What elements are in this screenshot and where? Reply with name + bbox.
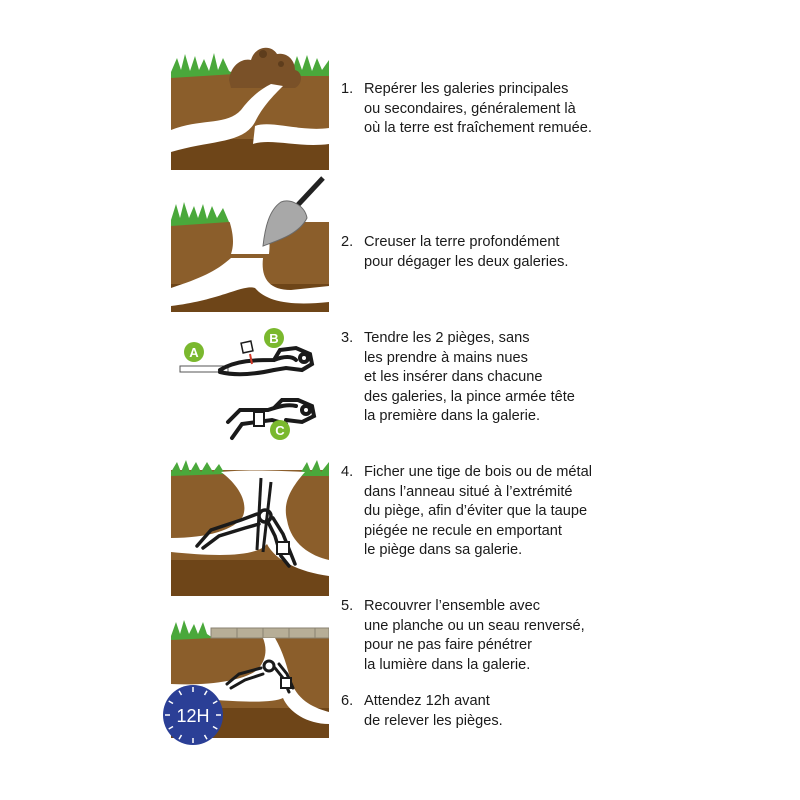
plank-icon xyxy=(211,628,329,638)
step-text: Tendre les 2 pièges, sans les prendre à mains nues et les insérer dans chacune des galeries, la pince armée tête la première dans la galerie. xyxy=(364,330,575,424)
step-text: Attendez 12h avant de relever les pièges. xyxy=(364,693,503,729)
marker-b xyxy=(264,328,284,348)
step-number: 1. xyxy=(341,81,354,97)
dirt-mound-icon xyxy=(229,48,301,88)
step-text: Creuser la terre profondément pour dégager les deux galeries. xyxy=(364,234,569,270)
step-number: 4. xyxy=(341,464,354,480)
marker-c xyxy=(270,420,290,440)
illustration-step-2 xyxy=(171,176,329,312)
step-text: Ficher une tige de bois ou de métal dans l’anneau situé à l’extrémité du piège, afin d’éviter que la taupe piégée ne recule en emportant le piège dans sa galerie. xyxy=(364,464,592,558)
step-number: 3. xyxy=(341,330,354,346)
marker-a xyxy=(184,342,204,362)
step-number: 6. xyxy=(341,693,354,709)
clock-icon xyxy=(162,684,224,746)
svg-text:C: C xyxy=(275,423,285,438)
step-number: 2. xyxy=(341,234,354,250)
illustration-step-1 xyxy=(171,44,329,170)
svg-text:A: A xyxy=(189,345,199,360)
trap-icon xyxy=(180,348,314,438)
step-number: 5. xyxy=(341,598,354,614)
clock-label: 12H xyxy=(176,706,210,726)
illustration-step-4 xyxy=(171,460,329,596)
step-text: Recouvrer l’ensemble avec une planche ou un seau renversé, pour ne pas faire pénétrer la lumière dans la galerie. xyxy=(364,598,585,673)
illustration-step-3 xyxy=(176,320,334,444)
step-text: Repérer les galeries principales ou secondaires, généralement là où la terre est fraîchement remuée. xyxy=(364,81,592,136)
svg-text:B: B xyxy=(269,331,279,346)
